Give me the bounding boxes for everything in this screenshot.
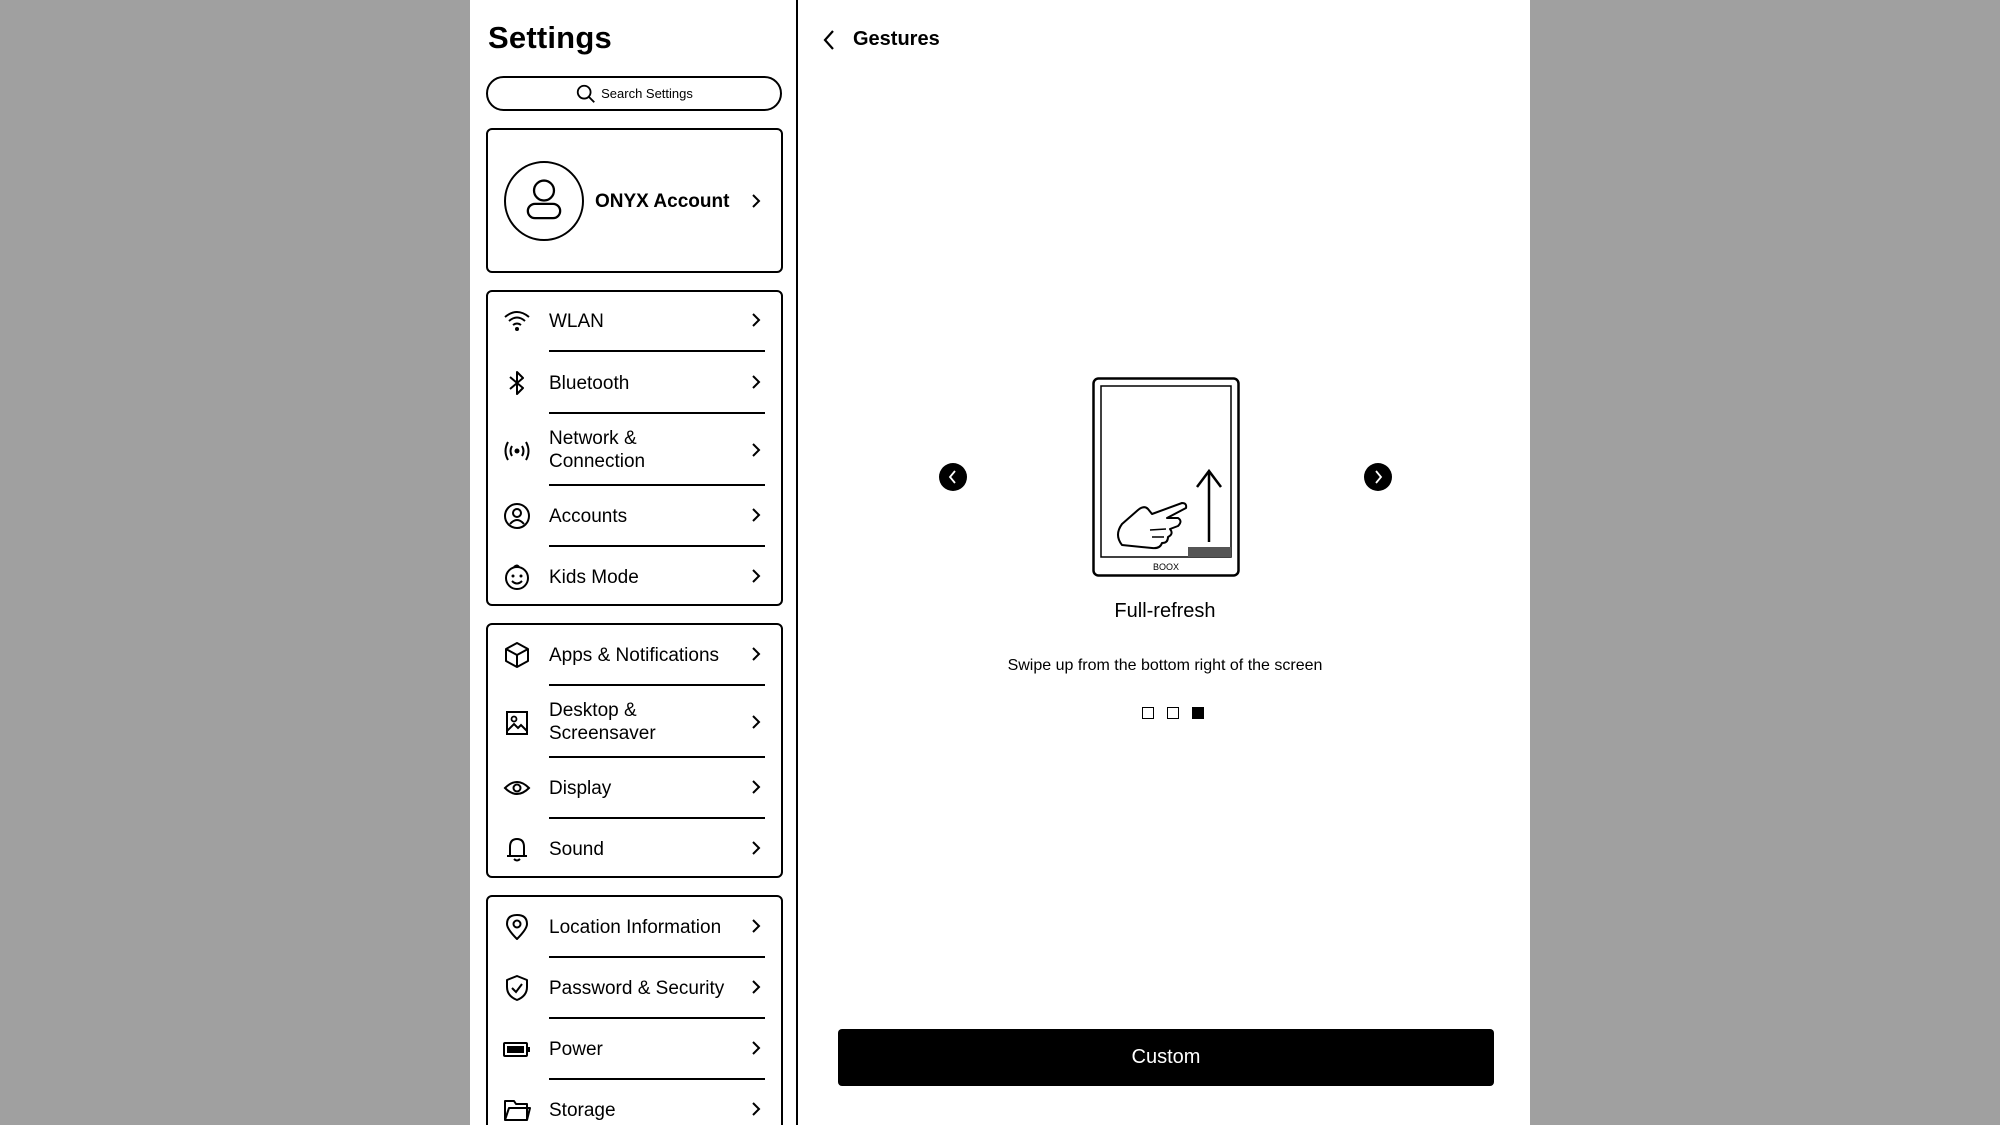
- sidebar-item-wlan[interactable]: [488, 292, 781, 353]
- location-pin-icon: [503, 913, 531, 941]
- sidebar-item-label: Kids Mode: [549, 567, 639, 588]
- sidebar-item-label: Power: [549, 1039, 603, 1060]
- chevron-right-icon: [749, 980, 763, 994]
- previous-gesture-button[interactable]: [939, 463, 967, 491]
- sidebar-item-password-security[interactable]: [488, 958, 781, 1019]
- chevron-right-icon: [749, 919, 763, 933]
- chevron-right-icon: [749, 508, 763, 522]
- pagination-dots: [1142, 707, 1204, 719]
- gesture-illustration: [1092, 377, 1240, 577]
- search-settings-input[interactable]: [486, 76, 782, 111]
- page-dot-active[interactable]: [1192, 707, 1204, 719]
- onyx-account-label: ONYX Account: [595, 191, 730, 212]
- sidebar-item-accounts[interactable]: [488, 486, 781, 547]
- onyx-account-card[interactable]: [486, 128, 783, 273]
- divider: [549, 350, 765, 352]
- chevron-right-icon: [749, 1041, 763, 1055]
- chevron-right-icon: [1370, 469, 1386, 485]
- kids-mode-icon: [503, 563, 531, 591]
- gesture-name: Full-refresh: [1114, 600, 1216, 622]
- sidebar-item-label: Sound: [549, 839, 604, 860]
- chevron-right-icon: [749, 375, 763, 389]
- sidebar-item-location-information[interactable]: [488, 897, 781, 958]
- chevron-right-icon: [749, 780, 763, 794]
- sidebar-item-bluetooth[interactable]: [488, 353, 781, 414]
- eye-icon: [503, 774, 531, 802]
- sidebar-item-apps-notifications[interactable]: [488, 625, 781, 686]
- chevron-right-icon: [749, 1102, 763, 1116]
- sidebar-item-storage[interactable]: [488, 1080, 781, 1125]
- sidebar-item-label: Storage: [549, 1100, 616, 1121]
- sidebar-item-label: Bluetooth: [549, 373, 630, 394]
- avatar: [504, 161, 584, 241]
- page-dot[interactable]: [1167, 707, 1179, 719]
- accounts-icon: [503, 502, 531, 530]
- sidebar-item-kids-mode[interactable]: [488, 547, 781, 606]
- settings-sidebar: [470, 0, 798, 1125]
- gestures-panel: [800, 0, 1530, 1125]
- apps-icon: [503, 641, 531, 669]
- search-icon: [575, 83, 597, 105]
- chevron-right-icon: [749, 194, 763, 208]
- user-avatar-icon: [506, 162, 582, 240]
- search-placeholder: Search Settings: [601, 86, 693, 101]
- chevron-right-icon: [749, 647, 763, 661]
- chevron-right-icon: [749, 569, 763, 583]
- chevron-right-icon: [749, 841, 763, 855]
- sidebar-item-label: WLAN: [549, 311, 604, 332]
- page-title: Gestures: [853, 28, 940, 50]
- image-icon: [503, 709, 531, 737]
- sidebar-item-label: Network & Connection: [549, 428, 646, 472]
- sidebar-item-network-connection[interactable]: [488, 414, 781, 486]
- sidebar-item-desktop-screensaver[interactable]: [488, 686, 781, 758]
- custom-button[interactable]: Custom: [838, 1029, 1494, 1086]
- back-arrow-icon[interactable]: [818, 28, 842, 52]
- chevron-right-icon: [749, 715, 763, 729]
- settings-group-system: [486, 895, 783, 1125]
- sidebar-item-label: Apps & Notifications: [549, 645, 720, 666]
- next-gesture-button[interactable]: [1364, 463, 1392, 491]
- settings-group-device: [486, 623, 783, 878]
- chevron-right-icon: [749, 313, 763, 327]
- settings-group-connectivity: [486, 290, 783, 606]
- sidebar-item-display[interactable]: [488, 758, 781, 819]
- sidebar-title: Settings: [488, 20, 612, 55]
- device-screen: [470, 0, 1530, 1125]
- sidebar-item-label: Display: [549, 778, 612, 799]
- sidebar-item-sound[interactable]: [488, 819, 781, 878]
- sidebar-item-label: Password & Security: [549, 978, 725, 999]
- bluetooth-icon: [503, 369, 531, 397]
- device-brand-label: BOOX: [1152, 562, 1180, 572]
- wifi-icon: [503, 307, 531, 335]
- bell-icon: [503, 835, 531, 863]
- sidebar-item-label: Location Information: [549, 917, 722, 938]
- page-dot[interactable]: [1142, 707, 1154, 719]
- chevron-right-icon: [749, 443, 763, 457]
- chevron-left-icon: [945, 469, 961, 485]
- gesture-description: Swipe up from the bottom right of the screen: [1007, 657, 1323, 674]
- network-icon: [503, 437, 531, 465]
- sidebar-item-label: Accounts: [549, 506, 628, 527]
- battery-icon: [503, 1035, 531, 1063]
- folder-icon: [503, 1096, 531, 1124]
- sidebar-item-power[interactable]: [488, 1019, 781, 1080]
- sidebar-item-label: Desktop & Screensaver: [549, 700, 656, 744]
- shield-icon: [503, 974, 531, 1002]
